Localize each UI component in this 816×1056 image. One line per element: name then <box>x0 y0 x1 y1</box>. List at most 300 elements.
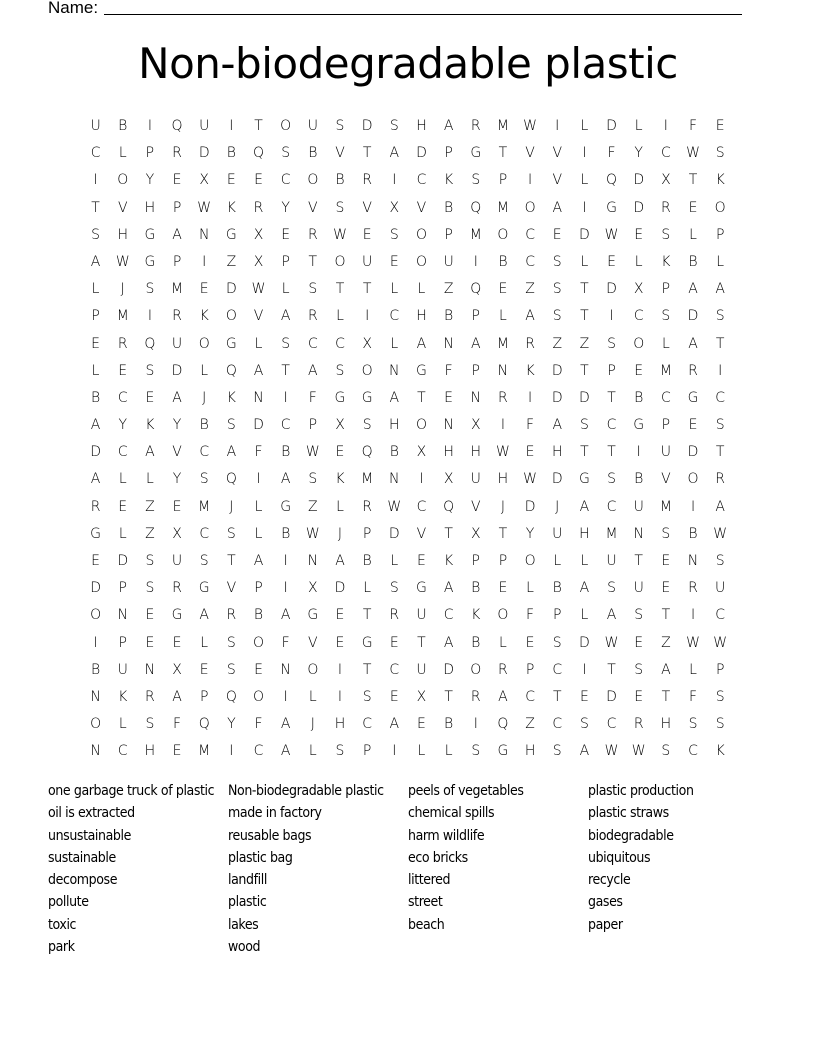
grid-letter: A <box>715 498 725 515</box>
grid-letter: H <box>389 417 400 434</box>
grid-letter: B <box>444 716 454 733</box>
grid-letter: G <box>334 389 346 406</box>
grid-letter: C <box>525 253 535 270</box>
grid-letter: G <box>198 580 210 597</box>
grid-letter: R <box>90 498 101 515</box>
name-label: Name: <box>48 0 99 17</box>
word-item: landfill <box>228 872 267 889</box>
grid-letter: Q <box>144 335 156 352</box>
grid-letter: V <box>416 525 427 542</box>
grid-row <box>82 303 734 330</box>
grid-letter: D <box>443 661 454 678</box>
grid-letter: C <box>416 172 427 189</box>
grid-letter: S <box>552 253 562 270</box>
grid-letter: S <box>552 281 562 298</box>
grid-letter: I <box>365 308 370 325</box>
grid-letter: L <box>580 607 589 624</box>
grid-letter: C <box>280 417 291 434</box>
grid-letter: K <box>444 553 454 569</box>
grid-letter: A <box>308 362 318 379</box>
grid-row <box>82 630 734 657</box>
grid-letter: L <box>634 118 643 134</box>
grid-letter: I <box>283 580 288 597</box>
grid-letter: S <box>715 553 725 569</box>
grid-letter: C <box>307 335 318 352</box>
grid-letter: S <box>226 525 236 542</box>
grid-letter: H <box>524 743 536 760</box>
grid-letter: L <box>634 253 643 270</box>
grid-letter: X <box>253 253 264 270</box>
grid-letter: X <box>362 335 372 352</box>
grid-letter: C <box>525 688 535 705</box>
grid-letter: X <box>389 199 400 216</box>
grid-row <box>82 738 734 765</box>
grid-row <box>82 412 734 439</box>
grid-letter: I <box>582 199 587 216</box>
grid-letter: U <box>470 471 481 488</box>
grid-letter: E <box>389 634 399 651</box>
grid-letter: V <box>661 471 671 488</box>
grid-letter: W <box>333 226 347 243</box>
word-item: littered <box>408 872 451 889</box>
grid-letter: D <box>334 580 346 597</box>
grid-letter: D <box>687 444 699 461</box>
grid-letter: P <box>525 661 535 678</box>
grid-letter: I <box>690 498 696 515</box>
grid-letter: R <box>362 172 372 189</box>
grid-letter: V <box>226 580 237 597</box>
grid-letter: E <box>362 226 372 243</box>
grid-letter: T <box>227 553 236 569</box>
grid-letter: I <box>283 389 288 406</box>
grid-letter: O <box>280 118 292 134</box>
grid-letter: S <box>335 199 345 216</box>
grid-letter: C <box>606 716 617 733</box>
grid-letter: U <box>90 118 101 134</box>
grid-letter: S <box>715 308 725 325</box>
grid-letter: B <box>335 172 345 189</box>
grid-letter: W <box>387 498 402 515</box>
grid-letter: A <box>253 362 264 379</box>
grid-letter: L <box>526 580 534 597</box>
grid-letter: A <box>498 688 508 705</box>
grid-letter: S <box>335 743 345 760</box>
grid-letter: B <box>281 525 291 542</box>
grid-letter: D <box>198 145 210 162</box>
grid-letter: P <box>145 145 155 162</box>
grid-letter: W <box>686 145 700 162</box>
grid-letter: B <box>498 253 508 270</box>
grid-letter: E <box>634 688 644 705</box>
grid-letter: W <box>197 199 212 216</box>
grid-letter: A <box>253 553 264 569</box>
grid-letter: E <box>498 281 508 298</box>
grid-letter: P <box>199 688 209 705</box>
grid-letter: S <box>226 417 236 434</box>
grid-letter: I <box>229 118 234 134</box>
grid-letter: E <box>661 580 671 597</box>
grid-letter: P <box>498 172 508 189</box>
grid-letter: C <box>660 389 671 406</box>
grid-letter: F <box>444 362 453 379</box>
grid-letter: U <box>171 553 183 569</box>
grid-letter: L <box>661 335 670 352</box>
grid-letter: D <box>225 281 237 298</box>
grid-letter: A <box>90 417 101 434</box>
grid-letter: S <box>471 743 481 760</box>
grid-letter: J <box>120 281 125 298</box>
grid-letter: T <box>335 281 345 298</box>
grid-letter: L <box>254 335 263 352</box>
grid-letter: E <box>118 498 128 515</box>
grid-letter: D <box>606 118 617 134</box>
grid-letter: E <box>607 253 616 270</box>
grid-letter: G <box>225 226 237 243</box>
letter-grid <box>82 113 734 766</box>
grid-letter: H <box>144 743 156 760</box>
grid-letter: I <box>663 118 668 134</box>
grid-row <box>82 548 734 575</box>
grid-letter: W <box>713 525 728 542</box>
grid-letter: G <box>416 362 427 379</box>
grid-letter: L <box>336 308 344 325</box>
grid-letter: Z <box>443 281 454 298</box>
grid-letter: C <box>715 389 726 406</box>
grid-letter: B <box>471 580 481 597</box>
grid-letter: I <box>473 253 478 270</box>
grid-letter: P <box>715 661 725 678</box>
grid-letter: O <box>253 688 265 705</box>
grid-letter: L <box>417 743 426 760</box>
word-item: unsustainable <box>48 827 131 844</box>
grid-letter: G <box>633 417 645 434</box>
grid-letter: D <box>579 634 590 651</box>
grid-letter: L <box>689 226 697 243</box>
grid-letter: C <box>362 716 373 733</box>
grid-letter: Y <box>634 145 643 162</box>
grid-letter: A <box>579 743 590 760</box>
grid-letter: I <box>337 661 343 678</box>
grid-letter: P <box>607 362 616 379</box>
grid-letter: T <box>552 688 562 705</box>
grid-letter: W <box>604 634 619 651</box>
grid-letter: D <box>551 389 563 406</box>
grid-letter: N <box>389 362 400 379</box>
grid-letter: D <box>253 417 264 434</box>
grid-letter: S <box>552 308 562 325</box>
grid-letter: X <box>172 525 182 542</box>
word-item: oil is extracted <box>48 805 135 822</box>
grid-letter: X <box>443 471 454 488</box>
grid-letter: A <box>280 743 291 760</box>
grid-letter: E <box>389 688 399 705</box>
grid-letter: D <box>687 308 699 325</box>
grid-letter: Q <box>606 172 618 189</box>
grid-letter: E <box>498 580 508 597</box>
grid-letter: P <box>118 634 127 651</box>
grid-letter: I <box>582 145 587 162</box>
grid-letter: Z <box>525 281 535 298</box>
grid-letter: O <box>198 335 210 352</box>
grid-letter: W <box>523 471 537 488</box>
grid-letter: S <box>145 553 155 569</box>
grid-letter: T <box>715 335 725 352</box>
grid-letter: V <box>308 199 318 216</box>
grid-letter: Q <box>497 716 509 733</box>
grid-letter: A <box>552 199 563 216</box>
grid-letter: O <box>470 661 482 678</box>
grid-letter: C <box>117 444 128 461</box>
grid-letter: N <box>117 607 128 624</box>
grid-letter: S <box>715 688 725 705</box>
grid-letter: O <box>307 661 319 678</box>
grid-letter: T <box>580 281 589 298</box>
grid-letter: L <box>580 118 589 134</box>
grid-letter: L <box>118 145 127 162</box>
grid-letter: K <box>715 172 725 189</box>
name-field <box>48 0 748 20</box>
grid-letter: O <box>361 362 373 379</box>
grid-letter: P <box>715 226 725 243</box>
grid-letter: T <box>715 444 725 461</box>
grid-letter: W <box>686 634 700 651</box>
grid-letter: M <box>605 525 618 542</box>
grid-letter: R <box>498 389 508 406</box>
word-column <box>48 780 228 958</box>
grid-letter: C <box>90 145 101 162</box>
grid-letter: E <box>254 661 263 678</box>
grid-letter: U <box>171 335 183 352</box>
grid-letter: T <box>580 308 589 325</box>
grid-letter: S <box>308 281 318 298</box>
grid-letter: O <box>497 607 509 624</box>
grid-letter: M <box>659 498 672 515</box>
grid-letter: Y <box>145 172 155 189</box>
grid-letter: X <box>172 661 182 678</box>
grid-letter: J <box>555 498 560 515</box>
grid-letter: H <box>551 444 563 461</box>
grid-letter: S <box>579 716 589 733</box>
grid-letter: S <box>226 634 236 651</box>
grid-letter: V <box>525 145 535 162</box>
grid-letter: E <box>552 226 562 243</box>
grid-letter: I <box>528 172 533 189</box>
grid-letter: W <box>713 634 728 651</box>
grid-letter: I <box>392 172 397 189</box>
word-item: paper <box>588 916 623 933</box>
grid-letter: C <box>606 417 617 434</box>
grid-letter: S <box>552 634 562 651</box>
grid-letter: H <box>334 716 346 733</box>
grid-letter: B <box>444 308 454 325</box>
grid-letter: K <box>226 389 236 406</box>
grid-letter: E <box>172 498 182 515</box>
grid-letter: T <box>607 444 616 461</box>
grid-letter: D <box>416 145 427 162</box>
grid-letter: E <box>335 444 345 461</box>
grid-letter: G <box>687 389 699 406</box>
grid-letter: K <box>335 471 345 488</box>
grid-letter: P <box>281 253 290 270</box>
grid-letter: I <box>690 607 696 624</box>
grid-letter: O <box>117 172 129 189</box>
grid-letter: R <box>226 607 237 624</box>
grid-letter: O <box>687 471 699 488</box>
grid-letter: P <box>362 525 372 542</box>
word-item: plastic bag <box>228 849 293 866</box>
grid-letter: B <box>389 444 399 461</box>
grid-letter: A <box>172 226 182 243</box>
grid-letter: S <box>145 580 155 597</box>
grid-letter: S <box>607 580 616 597</box>
grid-letter: I <box>283 688 288 705</box>
grid-letter: F <box>688 118 698 134</box>
grid-letter: F <box>526 607 535 624</box>
grid-letter: D <box>579 389 590 406</box>
grid-letter: S <box>552 743 562 760</box>
grid-letter: Q <box>470 281 482 298</box>
grid-letter: B <box>362 553 372 569</box>
grid-letter: A <box>443 634 454 651</box>
grid-letter: L <box>580 172 589 189</box>
grid-letter: E <box>199 661 209 678</box>
grid-letter: I <box>528 389 533 406</box>
grid-letter: X <box>416 688 427 705</box>
grid-letter: R <box>633 716 644 733</box>
grid-letter: E <box>525 634 535 651</box>
grid-letter: N <box>633 525 644 542</box>
grid-letter: A <box>172 389 182 406</box>
grid-letter: U <box>117 661 128 678</box>
grid-letter: D <box>117 553 129 569</box>
grid-letter: G <box>225 335 237 352</box>
grid-letter: K <box>118 688 128 705</box>
grid-letter: L <box>200 362 209 379</box>
grid-letter: P <box>172 253 182 270</box>
grid-letter: Q <box>225 471 237 488</box>
grid-letter: B <box>688 253 698 270</box>
grid-letter: W <box>604 226 619 243</box>
page-title: Non-biodegradable plastic <box>138 39 678 88</box>
grid-letter: P <box>362 743 372 760</box>
grid-letter: H <box>660 716 672 733</box>
grid-letter: T <box>281 362 290 379</box>
grid-letter: J <box>310 716 315 733</box>
grid-letter: A <box>688 281 698 298</box>
grid-row <box>82 249 734 276</box>
grid-letter: E <box>389 253 399 270</box>
grid-letter: V <box>552 145 563 162</box>
grid-letter: Z <box>145 498 155 515</box>
grid-letter: E <box>199 281 209 298</box>
grid-letter: T <box>580 444 589 461</box>
grid-letter: C <box>253 743 264 760</box>
grid-letter: S <box>91 226 101 243</box>
grid-letter: S <box>634 661 644 678</box>
grid-letter: A <box>280 716 291 733</box>
grid-letter: A <box>443 580 454 597</box>
grid-letter: P <box>471 362 480 379</box>
grid-letter: G <box>280 498 292 515</box>
grid-letter: X <box>633 281 644 298</box>
grid-letter: C <box>389 661 400 678</box>
grid-letter: N <box>90 743 101 760</box>
grid-letter: U <box>606 553 617 569</box>
grid-letter: G <box>361 389 373 406</box>
grid-letter: U <box>416 607 427 624</box>
word-column <box>228 780 408 958</box>
grid-letter: P <box>553 607 562 624</box>
grid-letter: K <box>525 362 535 379</box>
grid-row <box>82 140 734 167</box>
grid-letter: C <box>117 389 128 406</box>
grid-letter: D <box>633 172 645 189</box>
grid-letter: C <box>199 444 210 461</box>
grid-letter: B <box>634 471 644 488</box>
grid-letter: H <box>144 199 156 216</box>
grid-letter: K <box>471 607 481 624</box>
word-item: chemical spills <box>408 805 495 822</box>
grid-letter: D <box>90 444 101 461</box>
grid-letter: B <box>444 199 454 216</box>
grid-letter: C <box>280 172 291 189</box>
grid-letter: A <box>90 471 101 488</box>
grid-letter: U <box>715 580 726 597</box>
grid-letter: A <box>389 389 400 406</box>
grid-letter: V <box>362 199 372 216</box>
grid-letter: U <box>633 498 644 515</box>
word-item: wood <box>228 939 261 956</box>
grid-letter: P <box>444 145 453 162</box>
grid-letter: L <box>118 471 127 488</box>
grid-letter: M <box>198 498 211 515</box>
grid-letter: X <box>253 226 264 243</box>
grid-letter: N <box>443 417 454 434</box>
grid-letter: K <box>661 253 671 270</box>
grid-letter: L <box>390 281 399 298</box>
grid-letter: P <box>444 226 453 243</box>
word-item: peels of vegetables <box>408 783 524 799</box>
grid-letter: A <box>606 607 617 624</box>
grid-letter: E <box>417 553 426 569</box>
grid-letter: Y <box>172 471 182 488</box>
grid-letter: W <box>305 444 320 461</box>
grid-letter: U <box>660 444 671 461</box>
grid-letter: W <box>631 743 646 760</box>
grid-letter: T <box>607 661 616 678</box>
grid-letter: U <box>416 661 427 678</box>
grid-letter: V <box>172 444 182 461</box>
grid-letter: S <box>661 743 671 760</box>
grid-letter: O <box>334 253 346 270</box>
grid-letter: R <box>307 226 318 243</box>
grid-letter: E <box>634 362 644 379</box>
grid-letter: R <box>362 498 372 515</box>
word-item: one garbage truck of plastic <box>48 783 215 799</box>
grid-letter: E <box>335 634 345 651</box>
grid-letter: I <box>147 308 152 325</box>
grid-letter: X <box>308 580 318 597</box>
grid-letter: V <box>416 199 427 216</box>
grid-letter: B <box>90 661 101 678</box>
grid-letter: W <box>604 743 619 760</box>
grid-letter: S <box>661 525 671 542</box>
grid-letter: A <box>552 417 563 434</box>
grid-row <box>82 331 734 358</box>
grid-letter: N <box>198 226 210 243</box>
grid-letter: O <box>253 634 265 651</box>
grid-letter: O <box>633 335 645 352</box>
